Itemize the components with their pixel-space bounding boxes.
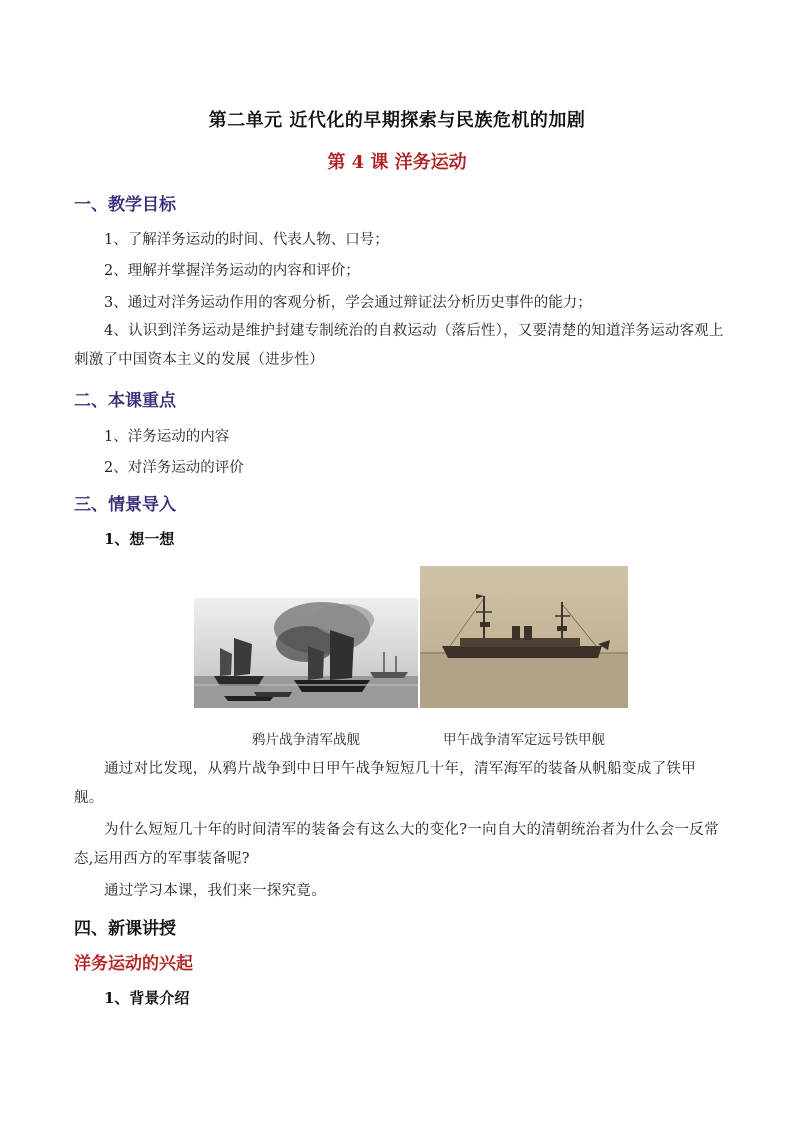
section-heading-new-lesson: 四、新课讲授 (74, 919, 176, 939)
section-heading-focus: 二、本课重点 (74, 391, 176, 411)
intro-paragraph: 通过对比发现，从鸦片战争到中日甲午战争短短几十年，清军海军的装备从帆船变成了铁甲舰。 (74, 761, 696, 806)
unit-title: 第二单元 近代化的早期探索与民族危机的加剧 (208, 110, 586, 131)
dingyuan-ironclad-image (420, 566, 628, 708)
opium-war-warship-illustration (194, 598, 418, 708)
section-heading-goals: 一、教学目标 (74, 195, 176, 215)
dingyuan-ironclad-illustration (420, 566, 628, 708)
image-caption: 鸦片战争清军战舰 (252, 732, 360, 748)
goal-item: 3、通过对洋务运动作用的客观分析，学会通过辩证法分析历史事件的能力； (104, 295, 592, 311)
focus-item: 1、洋务运动的内容 (104, 429, 230, 445)
section-heading-intro: 三、情景导入 (74, 495, 176, 515)
goal-item: 1、了解洋务运动的时间、代表人物、口号； (104, 232, 389, 248)
focus-item: 2、对洋务运动的评价 (104, 460, 244, 476)
lesson-title: 第 4 课 洋务运动 (327, 152, 467, 173)
sub-heading-background: 1、背景介绍 (104, 989, 190, 1007)
goal-item: 4、认识到洋务运动是维护封建专制统治的自救运动（落后性），又要清楚的知道洋务运动客观上刺激了中国资本主义的发展（进步性） (74, 323, 724, 368)
topic-heading: 洋务运动的兴起 (74, 954, 193, 974)
intro-paragraph: 为什么短短几十年的时间清军的装备会有这么大的变化?一向自大的清朝统治者为什么会一反常态,运用西方的军事装备呢? (74, 822, 719, 867)
image-caption: 甲午战争清军定远号铁甲舰 (443, 732, 605, 748)
opium-war-warship-image (194, 598, 418, 708)
goal-item: 2、理解并掌握洋务运动的内容和评价； (104, 263, 360, 279)
sub-heading-think: 1、想一想 (104, 530, 175, 548)
intro-paragraph: 通过学习本课，我们来一探究竟。 (104, 883, 326, 899)
